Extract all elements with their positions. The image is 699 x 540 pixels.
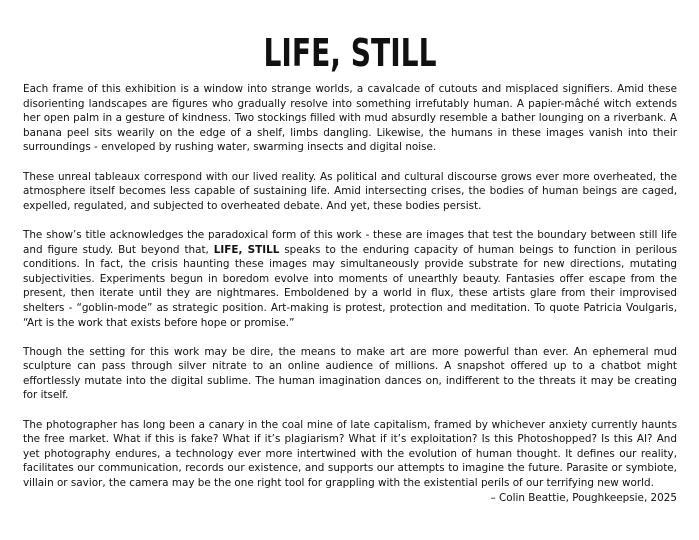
paragraph-3-rest: speaks to the enduring capacity of human beings to function in perilous conditions. In fact, the crisis haunting these images may simultaneously provide substrate for new directions, mutating subjectivities. Experiments begun in boredom evolve into moments of unearthly beauty. Fantasies offer escape from the present, then iterate until they are nightmares. Emboldened by a world in flux, these artists glare from their improvised shelters - “goblin-mode” as strategic position. Art-making is protest, protection and meditation. To quote Patricia Voulgaris, “Art is the work that exists before hope or promise.”: [23, 243, 677, 329]
paragraph-1: Each frame of this exhibition is a window into strange worlds, a cavalcade of cutouts and misplaced signifiers. Amid these disorienting landscapes are figures who gradually resolve into something irrefutably human. A papier-mâché witch extends her open palm in a gesture of kindness. Two stockings filled with mud absurdly resemble a bather lounging on a riverbank. A banana peel sits wearily on the edge of a shelf, limbs dangling. Likewise, the humans in these images vanish into their surroundings - enveloped by rushing water, swarming insects and digital noise.: [23, 83, 677, 154]
page-title: LIFE, STILL: [263, 31, 437, 75]
paragraph-3: [23, 228, 677, 330]
paragraph-5: The photographer has long been a canary in the coal mine of late capitalism, framed by whichever anxiety currently haunts the free market. What if this is fake? What if it’s plagiarism? What if it’s exploitation? Is this Photoshopped? Is this AI? And yet photography endures, a technology ever more intertwined with the evolution of human thought. It defines our reality, facilitates our communication, records our existence, and supports our attempts to imagine the future. Parasite or symbiote, villain or savior, the camera may be the one right tool for grappling with the existential perils of our terrifying new world.: [23, 418, 677, 490]
show-title-inline: LIFE, STILL: [213, 243, 280, 256]
paragraph-4: Though the setting for this work may be dire, the means to make art are more powerful than ever. An ephemeral mud sculpture can pass through silver nitrate to an online audience of millions. A snapshot offered up to a chatbot might effortlessly mutate into the digital sublime. The human imagination dances on, indifferent to the threats it may be creating for itself.: [23, 345, 677, 402]
paragraph-2: These unreal tableaux correspond with our lived reality. As political and cultural discourse grows ever more overheated, the atmosphere itself becomes less capable of sustaining life. Amid intersecting crises, the bodies of human beings are caged, expelled, regulated, and subjected to overheated debate. And yet, these bodies persist.: [23, 170, 677, 212]
statement-body: [23, 82, 677, 491]
author-signature: – Colin Beattie, Poughkeepsie, 2025: [490, 491, 677, 504]
paragraph-3-intro: The show’s title acknowledges the paradoxical form of this work - these are images that test the boundary between still life and figure study. But beyond that,: [23, 228, 677, 256]
statement-page: [23, 30, 677, 505]
